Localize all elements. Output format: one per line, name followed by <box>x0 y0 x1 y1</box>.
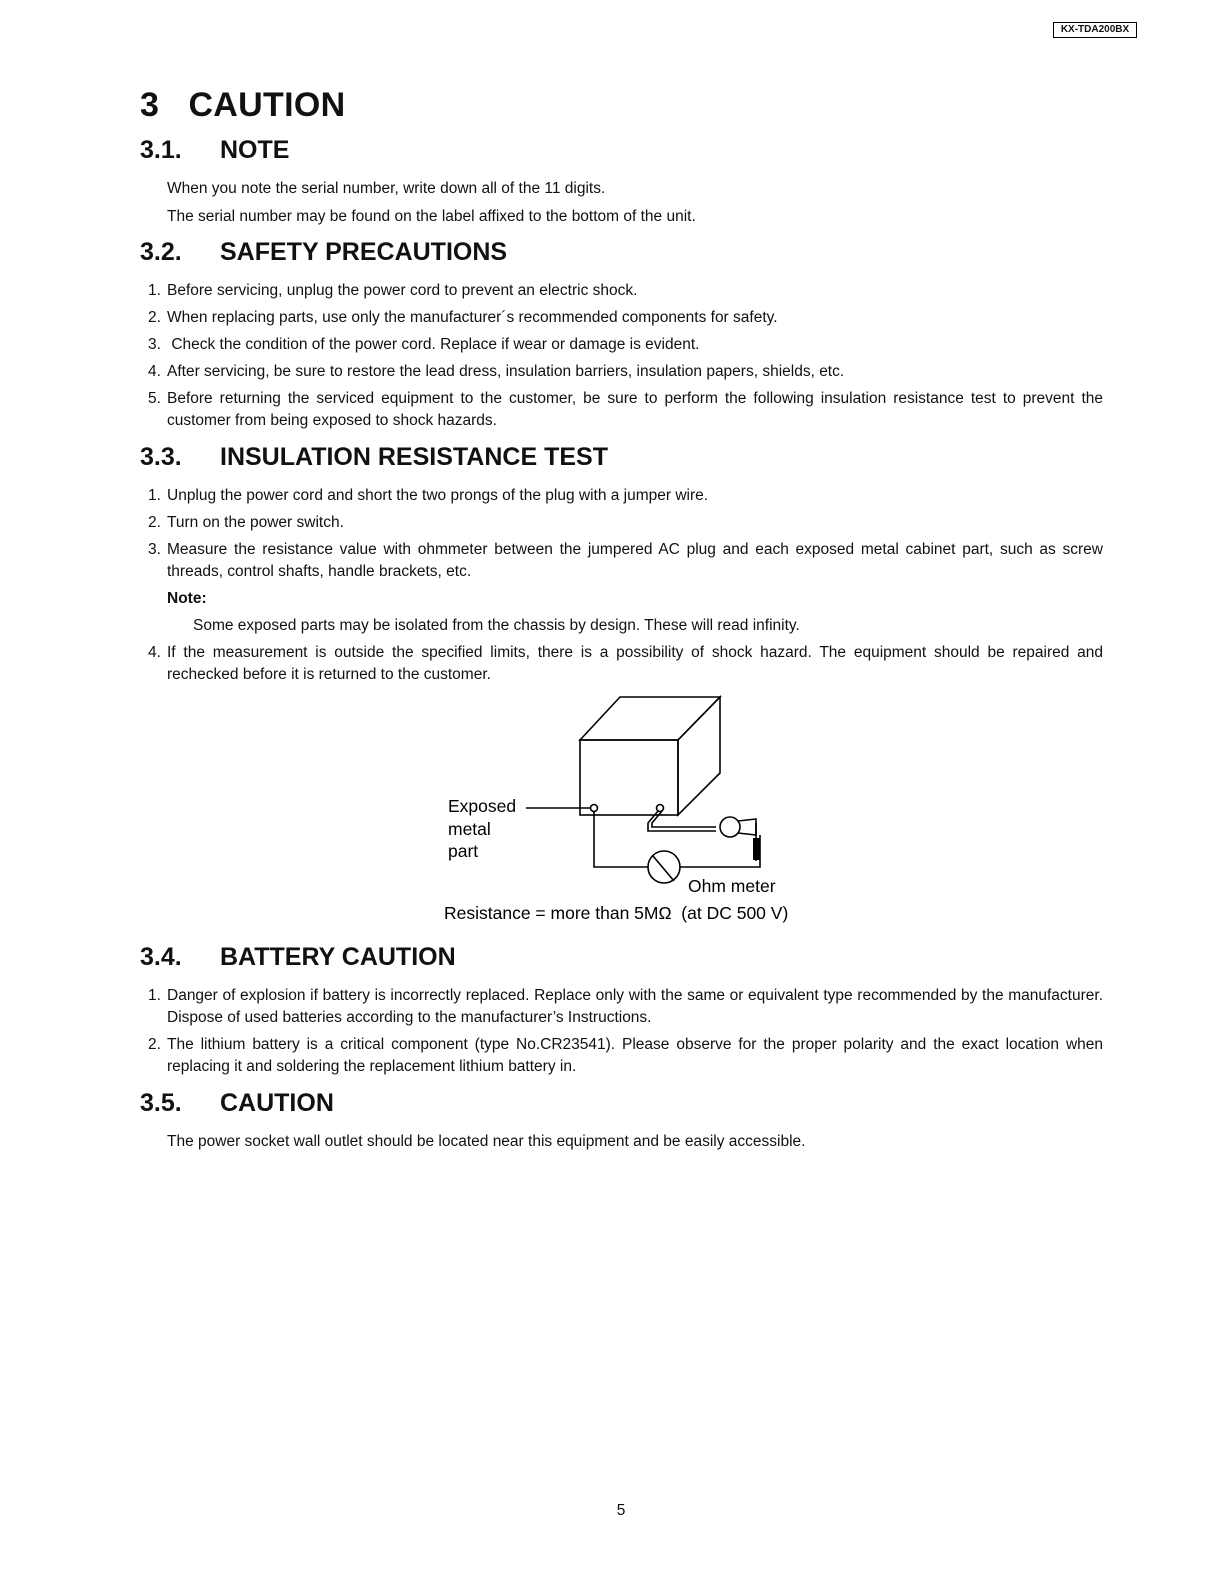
note-text: Some exposed parts may be isolated from the chassis by design. These will read infinity. <box>193 617 800 634</box>
note-line-1: When you note the serial number, write down all of the 11 digits. <box>167 180 606 197</box>
ohm-meter <box>648 851 680 883</box>
ohm-meter-label: Ohm meter <box>688 876 776 896</box>
section-number: 3.2. <box>140 238 182 266</box>
power-cord-upper <box>648 811 716 831</box>
section-heading-caution <box>140 1089 334 1118</box>
caution-text: The power socket wall outlet should be located near this equipment and be easily accessible. <box>167 1133 806 1150</box>
list-item <box>148 485 1103 507</box>
section-heading-safety <box>140 238 507 267</box>
item-number: 2. <box>148 1036 161 1053</box>
plug-tip <box>753 838 760 860</box>
section-heading-note <box>140 136 289 165</box>
item-text: Unplug the power cord and short the two prongs of the plug with a jumper wire. <box>167 487 709 504</box>
section-title: INSULATION RESISTANCE TEST <box>220 443 608 471</box>
section-title: NOTE <box>220 136 290 164</box>
item-number: 4. <box>148 363 161 380</box>
list-item <box>148 985 1103 1029</box>
item-text: Turn on the power switch. <box>167 514 344 531</box>
exposed-label-line-3: part <box>448 841 479 861</box>
section-heading-insulation <box>140 443 608 472</box>
item-text: Before returning the serviced equipment to the customer, be sure to perform the following insulation resistance test to prevent the customer from being exposed to shock hazards. <box>167 390 1103 429</box>
safety-list <box>148 280 1103 437</box>
item-number: 1. <box>148 987 161 1004</box>
section-number: 3.4. <box>140 943 182 971</box>
list-item <box>148 334 1103 356</box>
note-line-2: The serial number may be found on the label affixed to the bottom of the unit. <box>167 208 696 225</box>
insulation-list <box>148 485 1103 691</box>
list-item <box>148 388 1103 432</box>
item-number: 1. <box>148 282 161 299</box>
section-number: 3.3. <box>140 443 182 471</box>
ac-plug <box>720 817 740 837</box>
section-heading-battery <box>140 943 456 972</box>
section-number: 3.1. <box>140 136 182 164</box>
item-number: 5. <box>148 390 161 407</box>
list-item <box>148 512 1103 534</box>
item-number: 2. <box>148 309 161 326</box>
insulation-test-diagram <box>440 695 820 930</box>
item-number: 3. <box>148 541 161 558</box>
item-text: Check the condition of the power cord. Replace if wear or damage is evident. <box>167 336 700 353</box>
model-number-box: KX-TDA200BX <box>1053 22 1137 38</box>
item-number: 1. <box>148 487 161 504</box>
list-item <box>148 307 1103 329</box>
exposed-label-line-1: Exposed <box>448 796 517 816</box>
item-text: Danger of explosion if battery is incorrectly replaced. Replace only with the same or equivalent type recommended by the manufacturer. Dispose of used batteries according to the manufacturer’s Instructions. <box>167 987 1103 1026</box>
section-number: 3.5. <box>140 1089 182 1117</box>
section-title: CAUTION <box>220 1089 334 1117</box>
exposed-screw <box>591 805 598 812</box>
meter-wire-left <box>594 812 648 867</box>
note-label: Note: <box>167 590 207 607</box>
item-text: Measure the resistance value with ohmmeter between the jumpered AC plug and each exposed metal cabinet part, such as screw threads, control shafts, handle brackets, etc. <box>167 541 1103 580</box>
list-item <box>148 1034 1103 1078</box>
item-text: Before servicing, unplug the power cord to prevent an electric shock. <box>167 282 638 299</box>
section-title: SAFETY PRECAUTIONS <box>220 238 508 266</box>
list-item <box>148 642 1103 686</box>
item-text: If the measurement is outside the specified limits, there is a possibility of shock hazard. The equipment should be repaired and rechecked before it is returned to the customer. <box>167 644 1103 683</box>
power-cord-lower <box>652 811 716 827</box>
cabinet-front <box>580 740 678 815</box>
battery-list <box>148 985 1103 1083</box>
meter-needle <box>653 856 674 881</box>
page-number: 5 <box>616 1502 626 1519</box>
item-number: 4. <box>148 644 161 661</box>
item-number: 2. <box>148 514 161 531</box>
meter-wire-right <box>680 835 760 867</box>
list-item <box>148 361 1103 383</box>
item-text: After servicing, be sure to restore the lead dress, insulation barriers, insulation papers, shields, etc. <box>167 363 845 380</box>
chapter-title: 3 CAUTION <box>140 86 346 124</box>
section-title: BATTERY CAUTION <box>220 943 456 971</box>
cabinet-side <box>678 697 720 815</box>
cord-entry <box>657 805 664 812</box>
list-item <box>148 539 1103 637</box>
list-item <box>148 280 1103 302</box>
item-text: When replacing parts, use only the manufacturer´s recommended components for safety. <box>167 309 778 326</box>
resistance-caption: Resistance = more than 5MΩ (at DC 500 V) <box>444 903 789 923</box>
item-text: The lithium battery is a critical component (type No.CR23541). Please observe for the proper polarity and the exact location when replacing it and soldering the replacement lithium battery in. <box>167 1036 1103 1075</box>
item-number: 3. <box>148 336 161 353</box>
exposed-label-line-2: metal <box>448 819 491 839</box>
